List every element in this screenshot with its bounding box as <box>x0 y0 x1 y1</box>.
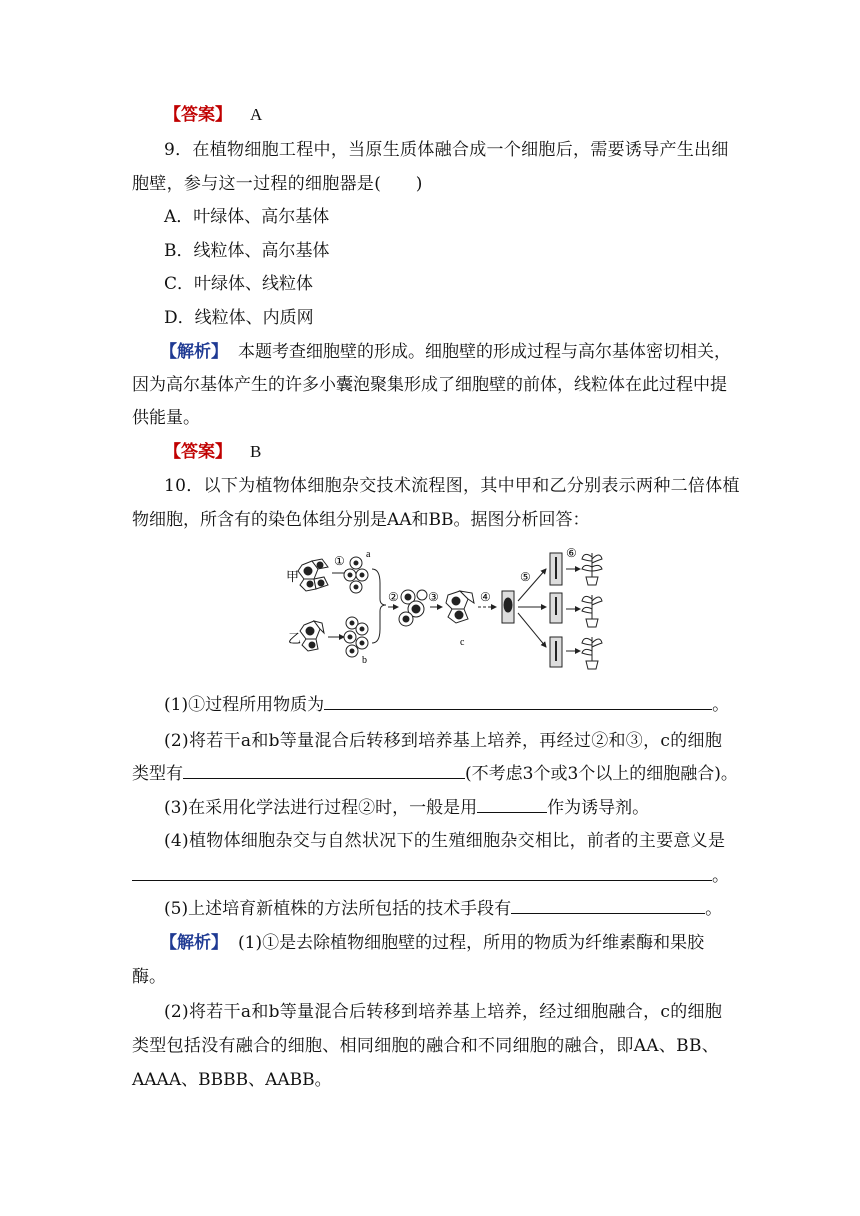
sub5-prefix: (5)上述培育新植株的方法所包括的技术手段有 <box>164 899 512 919</box>
q10-sub2-line1: (2)将若干a和b等量混合后转移到培养基上培养，再经过②和③，c的细胞 <box>164 731 723 751</box>
q10-sub4-line1: (4)植物体细胞杂交与自然状况下的生殖细胞杂交相比，前者的主要意义是 <box>164 831 726 851</box>
q10-sub1 <box>164 693 764 717</box>
step-6: ⑥ <box>566 546 577 560</box>
plantlet-top <box>582 553 602 585</box>
plantlet-middle <box>582 595 602 627</box>
answer-value: B <box>250 442 262 461</box>
label-a: a <box>366 549 371 560</box>
q10-analysis1-line2: 酶。 <box>132 967 166 987</box>
jia-cell-cluster <box>298 559 328 591</box>
q9-option-d: D．线粒体、内质网 <box>164 308 314 328</box>
analysis-text: (1)①是去除植物细胞壁的过程，所用的物质为纤维素酶和果胶 <box>238 933 705 953</box>
b-protoplasts <box>344 617 368 657</box>
sub4-end: 。 <box>712 866 729 886</box>
label-c: c <box>460 637 465 648</box>
q9-analysis-line1 <box>160 340 760 364</box>
analysis-text: 本题考查细胞壁的形成。细胞壁的形成过程与高尔基体密切相关， <box>238 342 731 362</box>
q10-analysis2-line3: AAAA、BBBB、AABB。 <box>132 1070 332 1090</box>
answer-blank-3[interactable] <box>477 796 547 813</box>
q9-analysis-line3: 供能量。 <box>132 408 200 428</box>
plantlet-bottom <box>582 637 602 669</box>
callus-tube <box>502 591 514 623</box>
analysis-tag: 【解析】 <box>160 342 228 362</box>
q10-sub3 <box>164 796 764 820</box>
label-yi: 乙 <box>288 631 302 646</box>
step-5: ⑤ <box>520 570 531 584</box>
step-4: ④ <box>480 590 491 604</box>
step-2: ② <box>388 590 399 604</box>
answer-blank-2[interactable] <box>183 762 465 779</box>
q9-stem-line2: 胞壁，参与这一过程的细胞器是( ) <box>132 174 423 194</box>
q9-option-c: C．叶绿体、线粒体 <box>164 274 314 294</box>
q9-option-a: A．叶绿体、高尔基体 <box>164 207 330 227</box>
q10-analysis1-line1 <box>160 931 760 955</box>
plant-cell-hybridization-diagram <box>284 543 614 675</box>
answer-tag: 【答案】 <box>164 105 232 125</box>
answer-blank-1[interactable] <box>324 693 712 710</box>
label-jia: 甲 <box>286 569 300 584</box>
step-1: ① <box>334 554 345 568</box>
sub3-suffix: 作为诱导剂。 <box>547 798 650 818</box>
q8-answer-line <box>164 103 764 127</box>
q10-stem-line1: 10．以下为植物体细胞杂交技术流程图，其中甲和乙分别表示两种二倍体植 <box>164 476 740 496</box>
q10-analysis2-line1: (2)将若干a和b等量混合后转移到培养基上培养，经过细胞融合，c的细胞 <box>164 1002 723 1022</box>
q9-answer-line <box>164 440 764 464</box>
answer-tag: 【答案】 <box>164 442 232 462</box>
culture-tube-middle <box>550 593 562 623</box>
culture-tube-bottom <box>550 637 562 667</box>
q9-analysis-line2: 因为高尔基体产生的许多小囊泡聚集形成了细胞壁的前体，线粒体在此过程中提 <box>132 375 727 395</box>
sub1-end: 。 <box>712 695 730 715</box>
sub5-end: 。 <box>705 899 723 919</box>
q10-stem-line2: 物细胞，所含有的染色体组分别是AA和BB。据图分析回答： <box>132 510 590 530</box>
q10-sub5 <box>164 897 764 921</box>
analysis-tag: 【解析】 <box>160 933 228 953</box>
q9-stem-line1: 9．在植物细胞工程中，当原生质体融合成一个细胞后，需要诱导产生出细 <box>164 140 729 160</box>
q10-sub2-line2 <box>132 762 738 786</box>
yi-cell-cluster <box>300 621 324 651</box>
culture-tube-top <box>550 553 562 585</box>
label-b: b <box>362 655 367 666</box>
step-3: ③ <box>428 590 439 604</box>
a-protoplasts <box>344 557 368 593</box>
answer-blank-5[interactable] <box>511 897 705 914</box>
q10-analysis2-line2: 类型包括没有融合的细胞、相同细胞的融合和不同细胞的融合，即AA、BB、 <box>132 1036 720 1056</box>
hybrid-cell-cluster <box>446 591 474 623</box>
q10-sub4-line2 <box>132 864 732 888</box>
sub2-suffix: (不考虑3个或3个以上的细胞融合)。 <box>465 764 738 784</box>
answer-blank-4[interactable] <box>132 864 712 881</box>
fusion-cells <box>399 590 427 626</box>
sub2-prefix: 类型有 <box>132 764 183 784</box>
sub3-prefix: (3)在采用化学法进行过程②时，一般是用 <box>164 798 478 818</box>
sub1-text: (1)①过程所用物质为 <box>164 695 325 715</box>
answer-value: A <box>250 105 263 124</box>
q9-option-b: B．线粒体、高尔基体 <box>164 241 330 261</box>
